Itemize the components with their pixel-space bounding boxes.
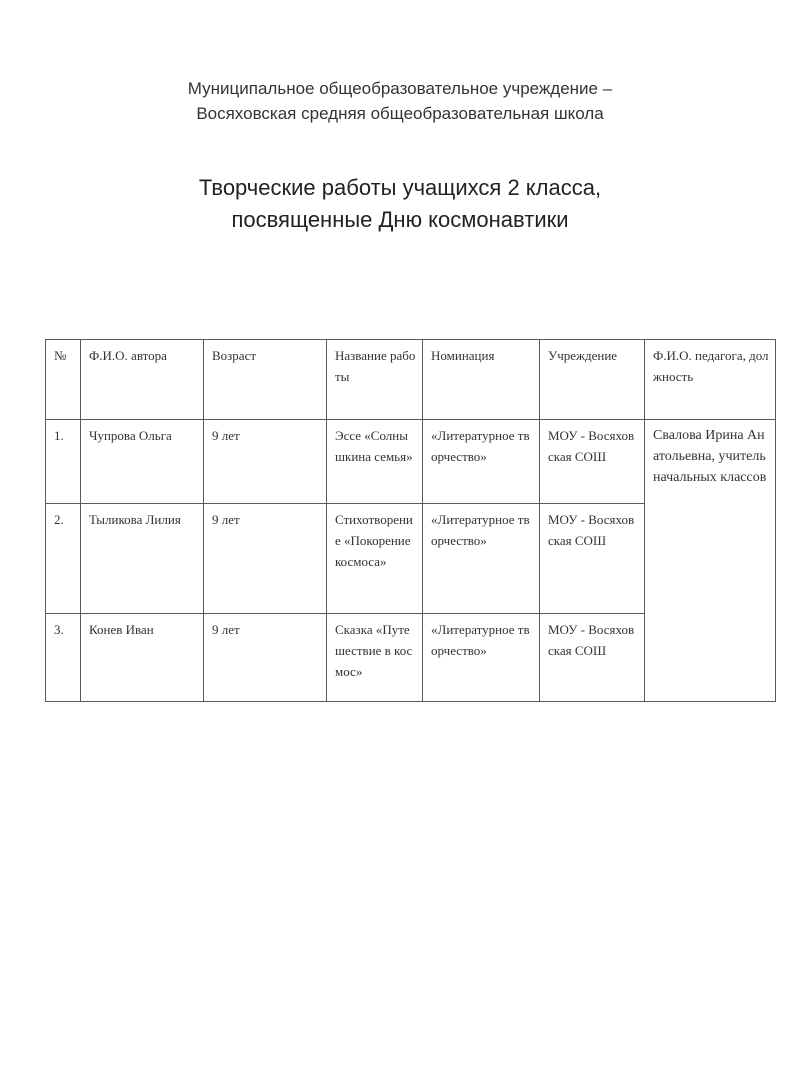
header-institution: Учреждение <box>540 340 645 420</box>
header-work: Название работы <box>327 340 423 420</box>
cell-institution: МОУ - Восяховская СОШ <box>540 420 645 504</box>
cell-age: 9 лет <box>204 614 327 702</box>
cell-num: 3. <box>46 614 81 702</box>
institution-line-1: Муниципальное общеобразовательное учреждение – <box>187 79 613 98</box>
table-header-row <box>46 340 776 420</box>
cell-institution: МОУ - Восяховская СОШ <box>540 614 645 702</box>
works-table <box>45 339 776 702</box>
cell-work: Стихотворение «Покорение космоса» <box>327 504 423 614</box>
cell-num: 1. <box>46 420 81 504</box>
page-title <box>0 172 800 236</box>
header-age: Возраст <box>204 340 327 420</box>
cell-author: Тыликова Лилия <box>81 504 204 614</box>
header-nomination: Номинация <box>423 340 540 420</box>
cell-age: 9 лет <box>204 420 327 504</box>
institution-name <box>0 76 800 126</box>
cell-nomination: «Литературное творчество» <box>423 504 540 614</box>
header-author: Ф.И.О. автора <box>81 340 204 420</box>
cell-nomination: «Литературное творчество» <box>423 614 540 702</box>
table-row <box>46 420 776 504</box>
cell-num: 2. <box>46 504 81 614</box>
cell-work: Эссе «Солнышкина семья» <box>327 420 423 504</box>
title-line-2: посвященные Дню космонавтики <box>231 207 569 232</box>
institution-line-2: Восяховская средняя общеобразовательная школа <box>196 104 604 123</box>
title-line-1: Творческие работы учащихся 2 класса, <box>198 175 602 200</box>
cell-author: Чупрова Ольга <box>81 420 204 504</box>
cell-institution: МОУ - Восяховская СОШ <box>540 504 645 614</box>
cell-age: 9 лет <box>204 504 327 614</box>
cell-teacher: Свалова Ирина Анатольевна, учитель начальных классов <box>645 420 776 702</box>
cell-nomination: «Литературное творчество» <box>423 420 540 504</box>
header-num: № <box>46 340 81 420</box>
header-teacher: Ф.И.О. педагога, должность <box>645 340 776 420</box>
cell-work: Сказка «Путешествие в космос» <box>327 614 423 702</box>
cell-author: Конев Иван <box>81 614 204 702</box>
